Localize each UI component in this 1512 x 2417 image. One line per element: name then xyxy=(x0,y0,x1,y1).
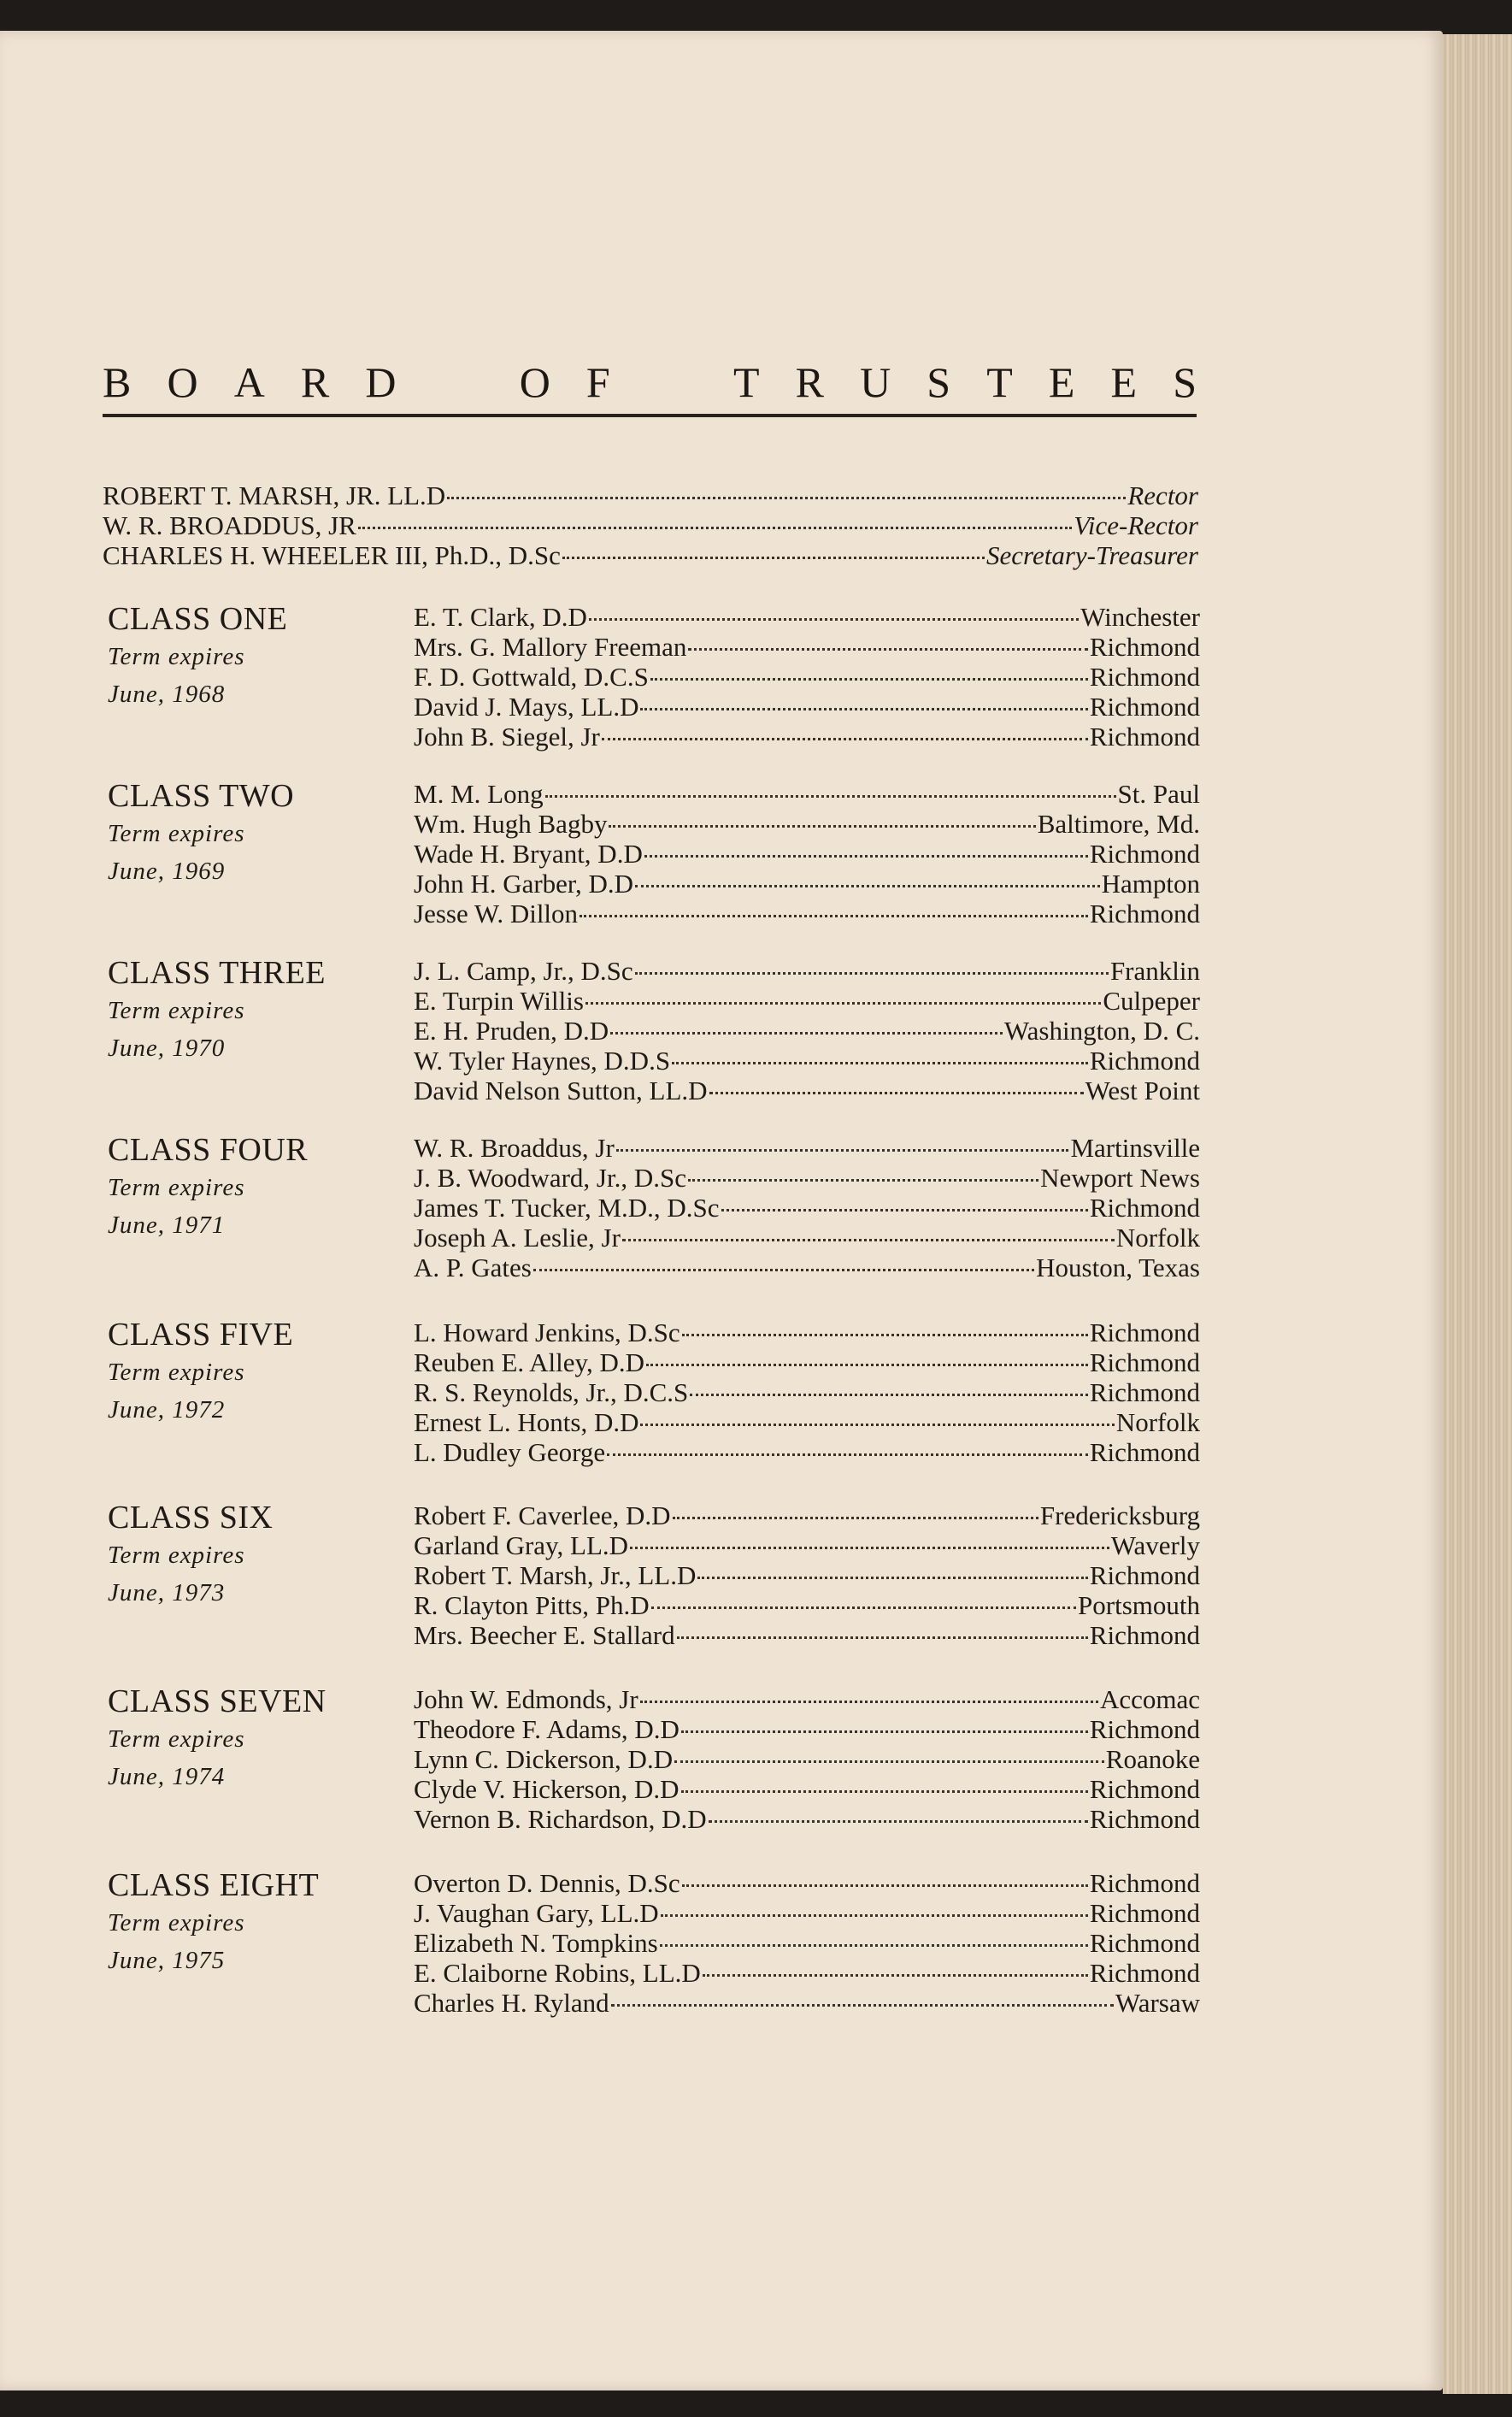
leader-dots xyxy=(533,1269,1034,1271)
leader-dots xyxy=(610,1032,1003,1035)
class-name: CLASS FIVE xyxy=(108,1317,294,1353)
member-place: St. Paul xyxy=(1117,779,1200,809)
leader-dots xyxy=(688,1179,1038,1182)
member-place: Culpeper xyxy=(1103,986,1200,1016)
member-name: John H. Garber, D.D xyxy=(414,869,634,899)
member-row xyxy=(414,779,1200,809)
leader-dots xyxy=(681,1790,1088,1793)
class-name: CLASS SIX xyxy=(108,1500,274,1536)
member-name: E. Claiborne Robins, LL.D xyxy=(414,1958,701,1988)
member-name: David J. Mays, LL.D xyxy=(414,692,639,722)
term-label: Term expires xyxy=(108,820,245,847)
member-row xyxy=(414,1133,1200,1163)
member-name: John B. Siegel, Jr xyxy=(414,722,600,752)
member-name: Wm. Hugh Bagby xyxy=(414,809,608,839)
leader-dots xyxy=(611,2004,1114,2007)
member-place: Richmond xyxy=(1089,1560,1200,1590)
leader-dots xyxy=(682,1334,1088,1336)
member-place: Richmond xyxy=(1089,1620,1200,1650)
leader-dots xyxy=(674,1760,1104,1763)
class-name: CLASS ONE xyxy=(108,601,288,637)
member-row xyxy=(414,1590,1200,1620)
member-row xyxy=(414,899,1200,928)
leader-dots xyxy=(447,497,1126,499)
leader-dots xyxy=(651,1606,1076,1609)
member-row xyxy=(414,1988,1200,2018)
leader-dots xyxy=(709,1820,1088,1823)
class-label xyxy=(108,600,390,713)
member-row xyxy=(414,1714,1200,1744)
member-place: Houston, Texas xyxy=(1036,1253,1200,1282)
leader-dots xyxy=(661,1914,1088,1917)
member-place: Richmond xyxy=(1089,1193,1200,1223)
member-row xyxy=(414,1076,1200,1105)
term-date: June, 1972 xyxy=(108,1396,226,1424)
leader-dots xyxy=(682,1884,1088,1887)
term-date: June, 1968 xyxy=(108,681,226,708)
term-date: June, 1975 xyxy=(108,1947,226,1974)
member-row xyxy=(414,602,1200,632)
leader-dots xyxy=(673,1517,1038,1519)
member-name: Reuben E. Alley, D.D xyxy=(414,1347,645,1377)
member-place: Martinsville xyxy=(1070,1133,1200,1163)
member-place: Richmond xyxy=(1089,1714,1200,1744)
member-place: Accomac xyxy=(1099,1684,1200,1714)
member-row xyxy=(414,1684,1200,1714)
member-row xyxy=(414,1868,1200,1898)
member-row xyxy=(414,1500,1200,1530)
member-name: Charles H. Ryland xyxy=(414,1988,609,2018)
page-edges xyxy=(1443,34,1512,2394)
term-label: Term expires xyxy=(108,1909,245,1937)
member-row xyxy=(414,1530,1200,1560)
term-date: June, 1974 xyxy=(108,1763,226,1790)
member-place: Richmond xyxy=(1089,1318,1200,1347)
member-name: W. Tyler Haynes, D.D.S xyxy=(414,1046,671,1076)
member-name: James T. Tucker, M.D., D.Sc xyxy=(414,1193,720,1223)
member-name: L. Howard Jenkins, D.Sc xyxy=(414,1318,680,1347)
member-name: Ernest L. Honts, D.D xyxy=(414,1407,639,1437)
member-name: Theodore F. Adams, D.D xyxy=(414,1714,680,1744)
member-place: Warsaw xyxy=(1115,1988,1200,2018)
leader-dots xyxy=(585,1002,1101,1005)
officer-role: Rector xyxy=(1127,480,1198,510)
member-name: David Nelson Sutton, LL.D xyxy=(414,1076,708,1105)
leader-dots xyxy=(644,855,1088,858)
officer-role: Vice-Rector xyxy=(1074,510,1198,540)
member-place: Richmond xyxy=(1089,1347,1200,1377)
member-row xyxy=(414,1407,1200,1437)
title-letter: O xyxy=(167,358,198,406)
term-label: Term expires xyxy=(108,1542,245,1569)
officer-name: W. R. BROADDUS, JR xyxy=(103,510,356,540)
title-letter: F xyxy=(585,358,610,406)
leader-dots xyxy=(677,1636,1088,1639)
leader-dots xyxy=(646,1364,1088,1366)
leader-dots xyxy=(580,915,1088,917)
officer-row xyxy=(103,480,1198,510)
member-name: Mrs. Beecher E. Stallard xyxy=(414,1620,675,1650)
title-rule xyxy=(103,414,1197,417)
member-place: Newport News xyxy=(1040,1163,1200,1193)
member-name: R. S. Reynolds, Jr., D.C.S xyxy=(414,1377,689,1407)
title-letter: O xyxy=(519,358,550,406)
member-name: J. Vaughan Gary, LL.D xyxy=(414,1898,659,1928)
term-date: June, 1970 xyxy=(108,1035,226,1062)
member-place: Norfolk xyxy=(1115,1223,1200,1253)
member-name: Wade H. Bryant, D.D xyxy=(414,839,643,869)
leader-dots xyxy=(562,557,985,559)
member-row xyxy=(414,1958,1200,1988)
officer-row xyxy=(103,540,1198,570)
member-row xyxy=(414,956,1200,986)
class-name: CLASS FOUR xyxy=(108,1132,309,1168)
leader-dots xyxy=(358,527,1072,529)
title-space xyxy=(646,357,697,407)
member-name: R. Clayton Pitts, Ph.D xyxy=(414,1590,650,1620)
member-row xyxy=(414,869,1200,899)
class-name: CLASS TWO xyxy=(108,778,295,814)
member-place: Richmond xyxy=(1089,1774,1200,1804)
title-letter: E xyxy=(1048,358,1075,406)
leader-dots xyxy=(635,885,1100,887)
member-name: Lynn C. Dickerson, D.D xyxy=(414,1744,674,1774)
member-place: Waverly xyxy=(1110,1530,1200,1560)
member-row xyxy=(414,692,1200,722)
member-place: Richmond xyxy=(1089,1868,1200,1898)
leader-dots xyxy=(721,1209,1088,1211)
member-place: Richmond xyxy=(1089,1928,1200,1958)
class-label xyxy=(108,1131,390,1244)
member-place: Hampton xyxy=(1101,869,1200,899)
member-name: L. Dudley George xyxy=(414,1437,606,1467)
member-place: Richmond xyxy=(1089,1437,1200,1467)
class-name: CLASS EIGHT xyxy=(108,1867,320,1903)
officer-row xyxy=(103,510,1198,540)
member-name: A. P. Gates xyxy=(414,1253,532,1282)
member-name: Elizabeth N. Tompkins xyxy=(414,1928,658,1958)
term-date: June, 1971 xyxy=(108,1211,226,1239)
member-row xyxy=(414,986,1200,1016)
leader-dots xyxy=(602,738,1088,740)
member-place: Fredericksburg xyxy=(1039,1500,1200,1530)
member-place: Richmond xyxy=(1089,1377,1200,1407)
class-label xyxy=(108,1499,390,1612)
member-row xyxy=(414,1928,1200,1958)
class-name: CLASS SEVEN xyxy=(108,1683,327,1719)
leader-dots xyxy=(622,1239,1115,1241)
member-name: Clyde V. Hickerson, D.D xyxy=(414,1774,680,1804)
term-label: Term expires xyxy=(108,643,245,670)
member-place: Winchester xyxy=(1080,602,1200,632)
member-name: Vernon B. Richardson, D.D xyxy=(414,1804,707,1834)
member-row xyxy=(414,1774,1200,1804)
member-row xyxy=(414,1347,1200,1377)
member-row xyxy=(414,662,1200,692)
member-place: Richmond xyxy=(1089,692,1200,722)
member-name: F. D. Gottwald, D.C.S xyxy=(414,662,649,692)
leader-dots xyxy=(609,825,1035,828)
leader-dots xyxy=(688,648,1087,651)
officer-name: ROBERT T. MARSH, JR. LL.D xyxy=(103,480,446,510)
member-place: Richmond xyxy=(1089,1958,1200,1988)
member-row xyxy=(414,722,1200,752)
class-label xyxy=(108,777,390,890)
member-row xyxy=(414,1377,1200,1407)
member-name: W. R. Broaddus, Jr xyxy=(414,1133,615,1163)
member-name: E. T. Clark, D.D xyxy=(414,602,587,632)
member-row xyxy=(414,839,1200,869)
member-name: Garland Gray, LL.D xyxy=(414,1530,629,1560)
leader-dots xyxy=(640,708,1087,710)
title-letter: T xyxy=(732,358,760,406)
title-letter: A xyxy=(233,358,265,406)
title-letter: S xyxy=(927,358,951,406)
member-row xyxy=(414,1744,1200,1774)
member-row xyxy=(414,1318,1200,1347)
leader-dots xyxy=(660,1944,1088,1947)
title-letter: S xyxy=(1173,358,1197,406)
member-name: Overton D. Dennis, D.Sc xyxy=(414,1868,680,1898)
leader-dots xyxy=(630,1547,1109,1549)
term-label: Term expires xyxy=(108,1359,245,1386)
term-date: June, 1969 xyxy=(108,858,226,885)
term-label: Term expires xyxy=(108,1174,245,1201)
member-name: Jesse W. Dillon xyxy=(414,899,579,928)
title-letter: E xyxy=(1110,358,1138,406)
leader-dots xyxy=(545,795,1116,798)
member-name: J. B. Woodward, Jr., D.Sc xyxy=(414,1163,686,1193)
leader-dots xyxy=(640,1701,1098,1703)
class-name: CLASS THREE xyxy=(108,955,327,991)
leader-dots xyxy=(690,1394,1088,1396)
member-row xyxy=(414,632,1200,662)
member-row xyxy=(414,1560,1200,1590)
member-name: Robert F. Caverlee, D.D xyxy=(414,1500,671,1530)
member-row xyxy=(414,1163,1200,1193)
leader-dots xyxy=(616,1149,1069,1152)
officer-name: CHARLES H. WHEELER III, Ph.D., D.Sc xyxy=(103,540,561,570)
member-name: Mrs. G. Mallory Freeman xyxy=(414,632,687,662)
title-space xyxy=(432,357,484,407)
leader-dots xyxy=(635,972,1109,975)
member-place: Washington, D. C. xyxy=(1003,1016,1200,1046)
member-place: Norfolk xyxy=(1115,1407,1200,1437)
member-place: Portsmouth xyxy=(1078,1590,1200,1620)
title-letter: D xyxy=(365,358,397,406)
leader-dots xyxy=(681,1730,1088,1733)
page-title xyxy=(103,357,1197,407)
class-label xyxy=(108,954,390,1067)
member-place: Roanoke xyxy=(1105,1744,1200,1774)
officer-role: Secretary-Treasurer xyxy=(986,540,1198,570)
member-place: Richmond xyxy=(1089,839,1200,869)
member-place: Baltimore, Md. xyxy=(1037,809,1200,839)
leader-dots xyxy=(672,1062,1088,1064)
member-name: E. Turpin Willis xyxy=(414,986,584,1016)
title-letter: R xyxy=(795,358,824,406)
leader-dots xyxy=(589,618,1079,621)
title-letter: B xyxy=(103,358,132,406)
class-label xyxy=(108,1316,390,1429)
member-row xyxy=(414,1898,1200,1928)
member-row xyxy=(414,1046,1200,1076)
member-row xyxy=(414,1437,1200,1467)
leader-dots xyxy=(640,1424,1114,1426)
member-place: Richmond xyxy=(1089,899,1200,928)
member-row xyxy=(414,1804,1200,1834)
member-place: Richmond xyxy=(1089,1804,1200,1834)
member-name: Joseph A. Leslie, Jr xyxy=(414,1223,621,1253)
member-row xyxy=(414,1193,1200,1223)
member-name: J. L. Camp, Jr., D.Sc xyxy=(414,956,633,986)
title-letter: U xyxy=(860,358,891,406)
member-place: Richmond xyxy=(1089,722,1200,752)
leader-dots xyxy=(709,1092,1084,1094)
member-place: Richmond xyxy=(1089,1898,1200,1928)
class-label xyxy=(108,1683,390,1795)
leader-dots xyxy=(607,1453,1088,1456)
member-row xyxy=(414,1620,1200,1650)
member-name: M. M. Long xyxy=(414,779,544,809)
member-place: Richmond xyxy=(1089,1046,1200,1076)
leader-dots xyxy=(697,1577,1087,1579)
member-place: Richmond xyxy=(1089,632,1200,662)
member-row xyxy=(414,809,1200,839)
member-name: John W. Edmonds, Jr xyxy=(414,1684,638,1714)
term-date: June, 1973 xyxy=(108,1579,226,1606)
leader-dots xyxy=(703,1974,1088,1977)
leader-dots xyxy=(650,678,1088,681)
term-label: Term expires xyxy=(108,1725,245,1753)
term-label: Term expires xyxy=(108,997,245,1024)
title-letter: T xyxy=(986,358,1013,406)
member-row xyxy=(414,1253,1200,1282)
member-name: Robert T. Marsh, Jr., LL.D xyxy=(414,1560,697,1590)
member-place: West Point xyxy=(1085,1076,1200,1105)
member-place: Richmond xyxy=(1089,662,1200,692)
member-name: E. H. Pruden, D.D xyxy=(414,1016,609,1046)
class-label xyxy=(108,1866,390,1979)
title-letter: R xyxy=(300,358,330,406)
member-place: Franklin xyxy=(1109,956,1200,986)
member-row xyxy=(414,1016,1200,1046)
member-row xyxy=(414,1223,1200,1253)
